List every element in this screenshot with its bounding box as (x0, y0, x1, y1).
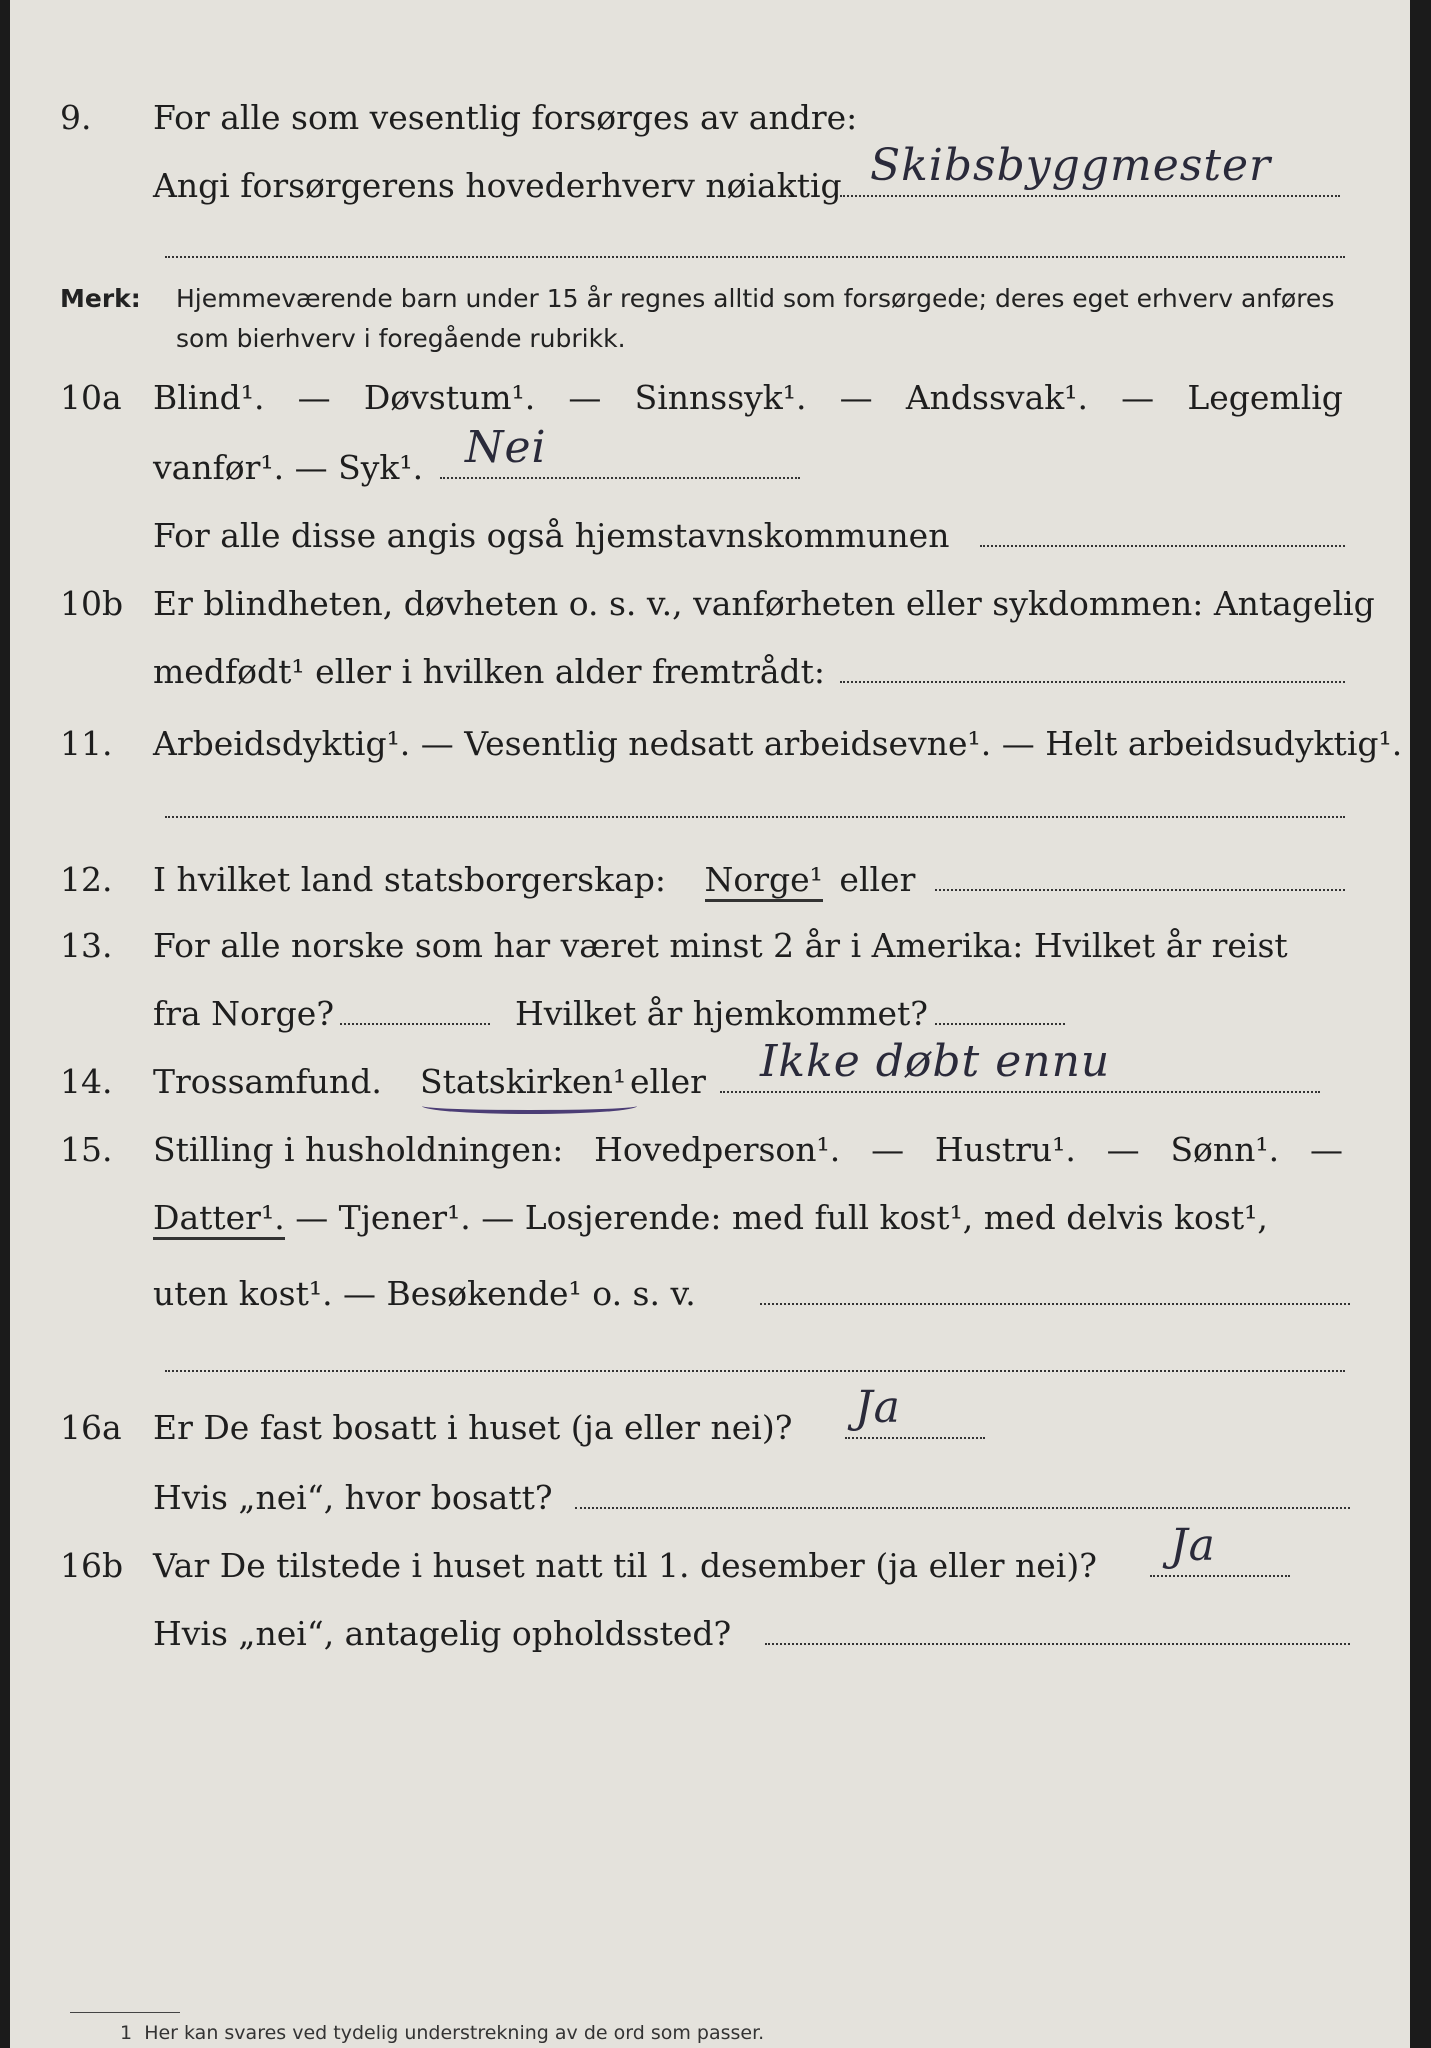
q11-line1 (10, 716, 1410, 772)
q16a-text1: Er De fast bosatt i huset (ja eller nei)? (153, 1408, 793, 1447)
q11-answer-rule[interactable] (165, 816, 1345, 818)
q14-pen-underline (422, 1098, 637, 1114)
q10a-dash: — (839, 378, 873, 417)
q13-text2a: fra Norge? (153, 994, 335, 1033)
q10a-answer-field[interactable] (440, 476, 800, 479)
q9-number: 9. (60, 98, 92, 137)
q9-extra-rule (165, 256, 1345, 258)
q15-rest: — Tjener¹. — Losjerende: med full kost¹, med delvis kost¹, (295, 1198, 1268, 1237)
q15-extra-rule[interactable] (165, 1370, 1345, 1372)
q12-answer-field[interactable] (935, 888, 1345, 891)
q12-text1 (153, 852, 915, 908)
merk-label: Merk: (60, 284, 141, 313)
q10b-answer-field[interactable] (840, 680, 1345, 683)
q14-option-statskirken[interactable]: Statskirken¹ (420, 1062, 627, 1101)
q10a-number: 10a (60, 378, 122, 417)
q10a-text2: vanfør¹. — Syk¹. (153, 448, 424, 487)
q15-dash: — (871, 1130, 905, 1169)
q14-answer-field[interactable] (720, 1090, 1320, 1093)
q14-label: Trossamfund. (153, 1062, 382, 1101)
q10a-dash: — (1121, 378, 1155, 417)
q10b-line1 (10, 576, 1410, 632)
q15-line1 (10, 1122, 1410, 1178)
q9-text1: For alle som vesentlig forsørges av andre: (153, 98, 858, 137)
q15-line3 (10, 1266, 1410, 1322)
q16b-text2: Hvis „nei“, antagelig opholdssted? (153, 1614, 732, 1653)
q9-line1 (10, 90, 1410, 146)
q12-number: 12. (60, 860, 113, 899)
q10a-dash: — (568, 378, 602, 417)
merk-text: Hjemmeværende barn under 15 år regnes alltid som forsørgede; deres eget erhverv anføres som bierhverv i foregående rubrikk. (176, 284, 1335, 353)
q13-text2b: Hvilket år hjemkommet? (515, 994, 928, 1033)
q16b-answer: Ja (1170, 1520, 1216, 1571)
q16a-text2: Hvis „nei“, hvor bosatt? (153, 1478, 553, 1517)
q12-eller: eller (839, 860, 916, 899)
q14-answer: Ikke døbt ennu (760, 1036, 1111, 1087)
q10a-opt[interactable]: Legemlig (1187, 378, 1343, 417)
q15-dash: — (1309, 1130, 1343, 1169)
q16a-line2 (10, 1470, 1410, 1526)
q13-text1: For alle norske som har været minst 2 år i Amerika: Hvilket år reist (153, 926, 1288, 965)
q16a-answer: Ja (855, 1382, 901, 1433)
q12-option-norge[interactable]: Norge¹ (705, 860, 823, 902)
q15-text2 (153, 1190, 1268, 1246)
q10b-number: 10b (60, 584, 124, 623)
q13-line1 (10, 918, 1410, 974)
q14-eller: eller (630, 1062, 706, 1101)
q10a-opt[interactable]: Døvstum¹. (363, 378, 536, 417)
q10a-dash: — (297, 378, 331, 417)
q15-dash: — (1106, 1130, 1140, 1169)
q16b-answer-field[interactable] (1150, 1574, 1290, 1577)
q15-options (153, 1122, 1343, 1178)
q16a-bosatt-field[interactable] (575, 1506, 1350, 1509)
q15-number: 15. (60, 1130, 113, 1169)
q15-answer-field[interactable] (760, 1302, 1350, 1305)
q10a-line3 (10, 508, 1410, 564)
q10a-line2 (10, 440, 1410, 496)
census-form-page (10, 0, 1410, 2048)
q10a-text3: For alle disse angis også hjemstavnskommunen (153, 516, 950, 555)
footnote-mark: 1 (120, 2022, 133, 2044)
q15-opt[interactable]: Hovedperson¹. (594, 1130, 841, 1169)
q15-option-datter[interactable]: Datter¹. (153, 1198, 285, 1240)
q16a-line1 (10, 1400, 1410, 1456)
q13-hjemkommet-field[interactable] (935, 1022, 1065, 1025)
footnote (120, 2022, 764, 2044)
q16b-number: 16b (60, 1546, 124, 1585)
q9-answer: Skibsbyggmester (870, 140, 1272, 191)
q16a-answer-field[interactable] (845, 1436, 985, 1439)
q12-line1 (10, 852, 1410, 908)
q15-line2 (10, 1190, 1410, 1246)
q15-opt[interactable]: Hustru¹. (934, 1130, 1076, 1169)
q10a-line1 (10, 370, 1410, 426)
q16a-number: 16a (60, 1408, 122, 1447)
q10a-opt[interactable]: Andssvak¹. (905, 378, 1088, 417)
q10b-text2: medfødt¹ eller i hvilken alder fremtrådt: (153, 652, 826, 691)
q10b-text1: Er blindheten, døvheten o. s. v., vanførheten eller sykdommen: Antagelig (153, 584, 1375, 623)
footnote-text: Her kan svares ved tydelig understrekning av de ord som passer. (144, 2022, 765, 2044)
q10a-hjemstavn-field[interactable] (980, 544, 1345, 547)
q16b-opphold-field[interactable] (765, 1642, 1350, 1645)
q13-reist-field[interactable] (340, 1022, 490, 1025)
q10a-answer: Nei (465, 422, 547, 473)
q16b-line2 (10, 1606, 1410, 1662)
q10a-opt[interactable]: Sinnssyk¹. (634, 378, 807, 417)
q13-number: 13. (60, 926, 113, 965)
q11-number: 11. (60, 724, 113, 763)
q12-question: I hvilket land statsborgerskap: (153, 860, 667, 899)
q9-text2: Angi forsørgerens hovederhverv nøiaktig (153, 166, 842, 205)
q10b-line2 (10, 644, 1410, 700)
q14-number: 14. (60, 1062, 113, 1101)
q9-answer-field[interactable] (840, 194, 1340, 197)
footnote-rule (70, 2012, 180, 2013)
q15-text3: uten kost¹. — Besøkende¹ o. s. v. (153, 1274, 696, 1313)
q15-opt[interactable]: Sønn¹. (1170, 1130, 1280, 1169)
q11-text1[interactable]: Arbeidsdyktig¹. — Vesentlig nedsatt arbeidsevne¹. — Helt arbeidsudyktig¹. (153, 724, 1403, 763)
q14-line1 (10, 1054, 1410, 1110)
q15-label: Stilling i husholdningen: (153, 1130, 564, 1169)
q13-line2 (10, 986, 1410, 1042)
q10a-opt[interactable]: Blind¹. (153, 378, 265, 417)
q10a-options (153, 370, 1343, 426)
q16b-text1: Var De tilstede i huset natt til 1. desember (ja eller nei)? (153, 1546, 1097, 1585)
